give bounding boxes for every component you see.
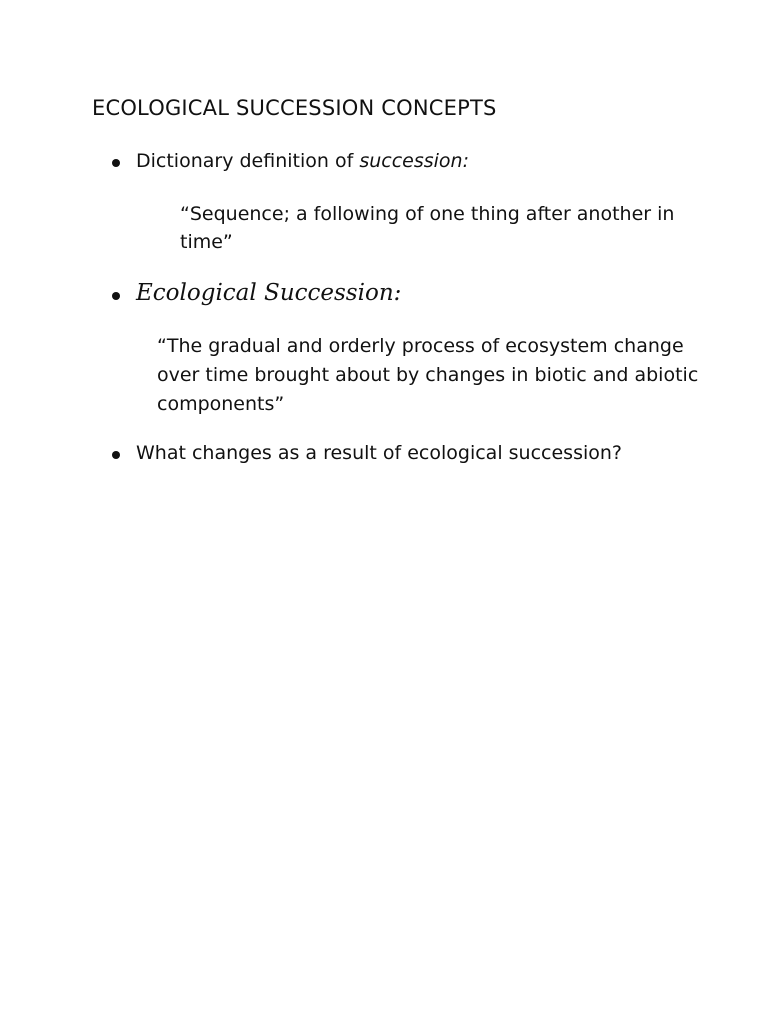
bullet-icon xyxy=(112,159,120,167)
bullet-text-emphasis: succession: xyxy=(359,150,469,172)
bullet-icon xyxy=(112,451,120,459)
page-title: ECOLOGICAL SUCCESSION CONCEPTS xyxy=(92,96,497,120)
bullet-icon xyxy=(112,292,120,300)
bullet-text xyxy=(136,150,469,172)
bullet-text-prefix: Dictionary definition of xyxy=(136,150,360,172)
bullet-text: Ecological Succession: xyxy=(136,280,402,306)
bullet-text: What changes as a result of ecological succession? xyxy=(136,442,622,464)
quote-dictionary-definition: “Sequence; a following of one thing after another in time” xyxy=(180,203,675,253)
quote-ecological-succession-definition: “The gradual and orderly process of ecosystem change over time brought about by changes in biotic and abiotic components” xyxy=(157,335,699,415)
